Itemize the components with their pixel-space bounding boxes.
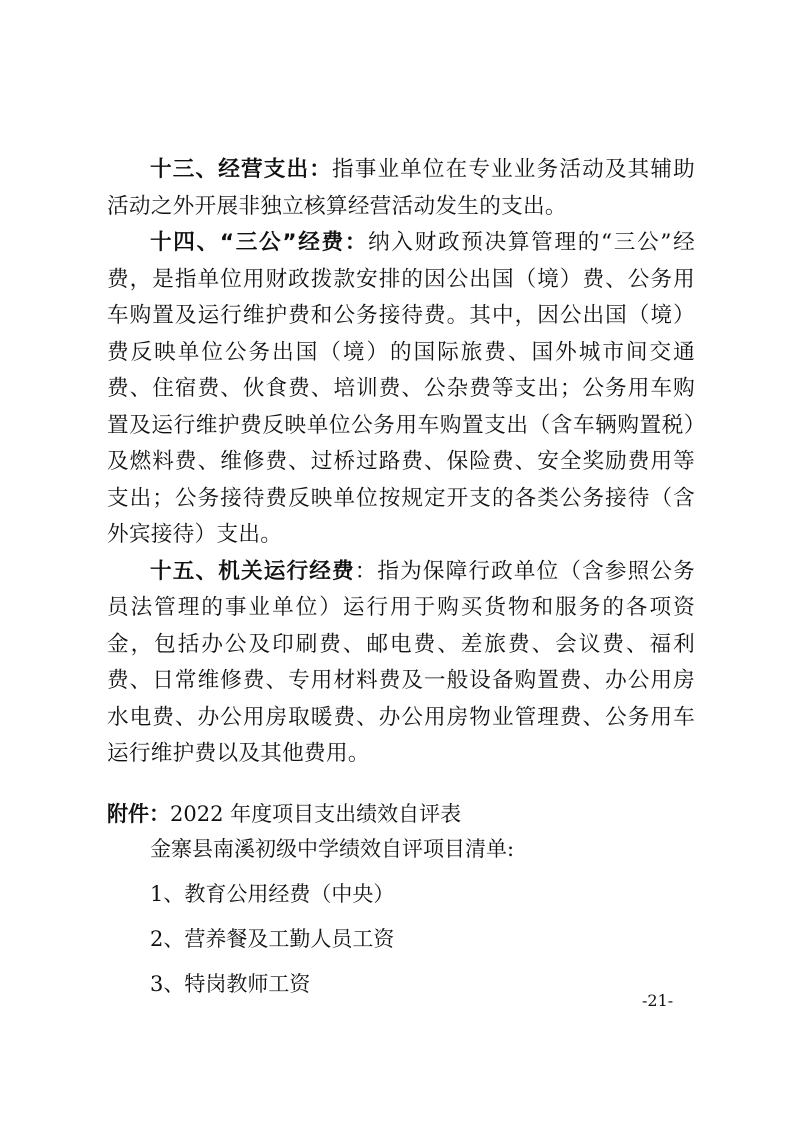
section-term: 十三、经营支出： xyxy=(150,157,332,182)
section-term: 十四、“三公”经费： xyxy=(150,230,369,255)
section-term: 十五、机关运行经费 xyxy=(150,558,355,584)
project-list xyxy=(150,834,695,1014)
attachment-title: 2022 年度项目支出绩效自评表 xyxy=(170,802,462,826)
section-body: 指事业单位在专业业务活动及其辅助活动之外开展非独立核算经营活动发生的支出。 xyxy=(107,157,695,219)
document-body xyxy=(107,152,695,773)
project-list-intro: 金寨县南溪初级中学绩效自评项目清单: xyxy=(150,837,515,861)
attachment-line xyxy=(107,796,695,832)
attachment-label: 附件： xyxy=(107,802,170,826)
list-item: 3、特岗教师工资 xyxy=(150,972,311,996)
section-body: 纳入财政预决算管理的“三公”经费，是指单位用财政拨款安排的因公出国（境）费、公务用车购置及运行维护费和公务接待费。其中，因公出国（境）费反映单位公务出国（境）的国际旅费、国外城市间交通费、住宿费、伙食费、培训费、公杂费等支出；公务用车购置及运行维护费反映单位公务用车购置支出（含车辆购置税）及燃料费、维修费、过桥过路费、保险费、安全奖励费用等支出；公务接待费反映单位按规定开支的各类公务接待（含外宾接待）支出。 xyxy=(107,230,695,547)
section-three-public-expenses xyxy=(107,225,695,554)
list-item: 1、教育公用经费（中央） xyxy=(150,882,395,906)
section-institution-operating-expenses xyxy=(107,554,695,773)
section-operating-expenditure xyxy=(107,152,695,225)
section-body: ：指为保障行政单位（含参照公务员法管理的事业单位）运行用于购买货物和服务的各项资金，包括办公及印刷费、邮电费、差旅费、会议费、福利费、日常维修费、专用材料费及一般设备购置费、办公用房水电费、办公用房取暖费、办公用房物业管理费、公务用车运行维护费以及其他费用。 xyxy=(107,558,695,766)
list-item: 2、营养餐及工勤人员工资 xyxy=(150,927,395,951)
page-number: -21- xyxy=(642,991,674,1010)
